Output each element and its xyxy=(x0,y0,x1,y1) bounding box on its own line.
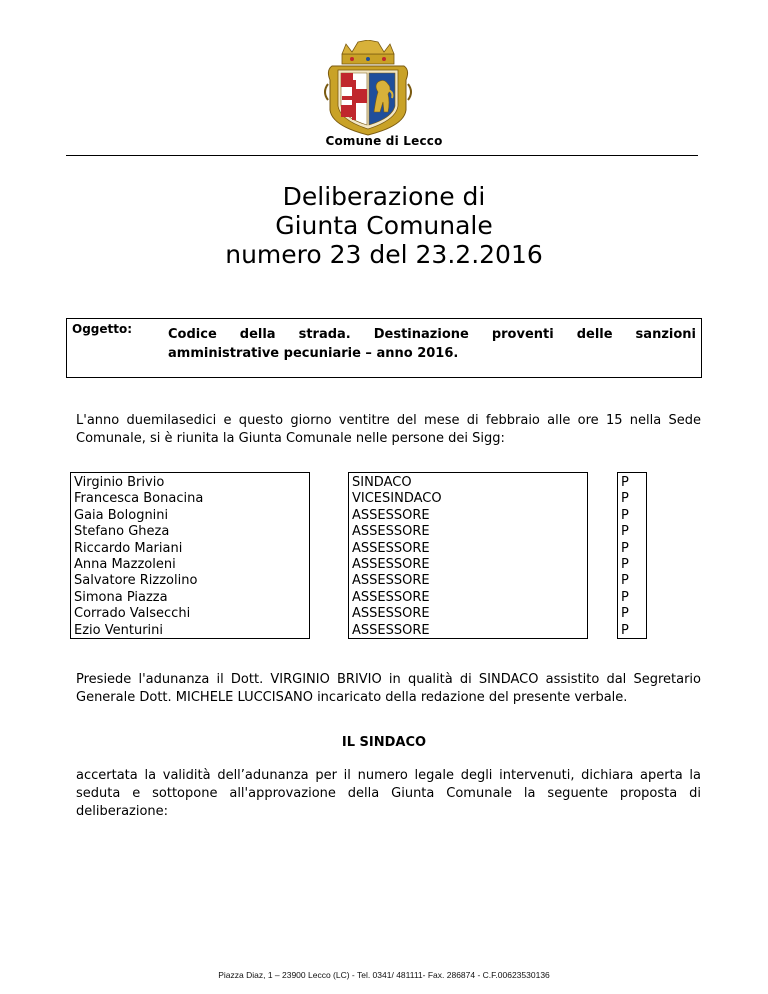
member-role: ASSESSORE xyxy=(352,524,430,540)
comune-name: Comune di Lecco xyxy=(325,134,443,148)
oggetto-text: Codice della strada. Destinazione proventi delle sanzioni amministrative pecuniarie – anno 2016. xyxy=(168,327,696,361)
member-role: ASSESSORE xyxy=(352,507,430,523)
title-line-1: Deliberazione di xyxy=(282,182,486,211)
page-footer: Piazza Diaz, 1 – 23900 Lecco (LC) - Tel. 0341/ 481111- Fax. 286874 - C.F.00623530136 xyxy=(218,970,550,980)
intro-paragraph: L'anno duemilasedici e questo giorno ventitre del mese di febbraio alle ore 15 nella Sede Comunale, si è riunita la Giunta Comunale nelle persone dei Sigg: xyxy=(76,413,701,446)
member-name: Salvatore Rizzolino xyxy=(74,573,198,589)
member-presence: P xyxy=(621,491,629,507)
member-role: ASSESSORE xyxy=(352,557,430,573)
comune-crest-logo xyxy=(322,40,414,136)
members-names-column xyxy=(70,472,310,639)
member-name: Virginio Brivio xyxy=(74,475,165,490)
member-presence: P xyxy=(621,606,629,622)
title-line-2: Giunta Comunale xyxy=(275,211,493,240)
member-role: ASSESSORE xyxy=(352,622,430,638)
oggetto-label: Oggetto: xyxy=(72,322,133,336)
member-role: SINDACO xyxy=(352,475,412,490)
member-presence: P xyxy=(621,622,629,638)
member-role: ASSESSORE xyxy=(352,589,430,605)
member-presence: P xyxy=(621,507,629,523)
presiede-paragraph: Presiede l'adunanza il Dott. VIRGINIO BRIVIO in qualità di SINDACO assistito dal Segretario Generale Dott. MICHELE LUCCISANO incaricato della redazione del presente verbale. xyxy=(76,672,701,705)
header-divider xyxy=(66,155,698,156)
section-heading: IL SINDACO xyxy=(341,735,427,750)
member-name: Simona Piazza xyxy=(74,589,168,605)
member-name: Stefano Gheza xyxy=(74,524,170,540)
member-name: Ezio Venturini xyxy=(74,622,164,638)
member-presence: P xyxy=(621,540,629,556)
member-presence: P xyxy=(621,557,629,573)
members-roles-column xyxy=(348,472,588,639)
oggetto-box xyxy=(66,318,702,378)
member-role: ASSESSORE xyxy=(352,540,430,556)
member-presence: P xyxy=(621,524,629,540)
members-presence-column xyxy=(617,472,647,639)
title-line-3: numero 23 del 23.2.2016 xyxy=(225,240,543,269)
member-presence: P xyxy=(621,573,629,589)
member-presence: P xyxy=(621,589,629,605)
member-name: Gaia Bolognini xyxy=(74,507,169,523)
member-name: Riccardo Mariani xyxy=(74,540,183,556)
member-role: ASSESSORE xyxy=(352,606,430,622)
member-name: Anna Mazzoleni xyxy=(74,557,176,573)
body-paragraph: accertata la validità dell’adunanza per il numero legale degli intervenuti, dichiara aperta la seduta e sottopone all'approvazione della Giunta Comunale la seguente proposta di deliberazione: xyxy=(76,768,701,819)
document-title xyxy=(0,182,768,269)
member-name: Corrado Valsecchi xyxy=(74,606,191,622)
member-role: VICESINDACO xyxy=(352,491,442,507)
member-name: Francesca Bonacina xyxy=(74,491,204,507)
member-role: ASSESSORE xyxy=(352,573,430,589)
member-presence: P xyxy=(621,475,629,490)
